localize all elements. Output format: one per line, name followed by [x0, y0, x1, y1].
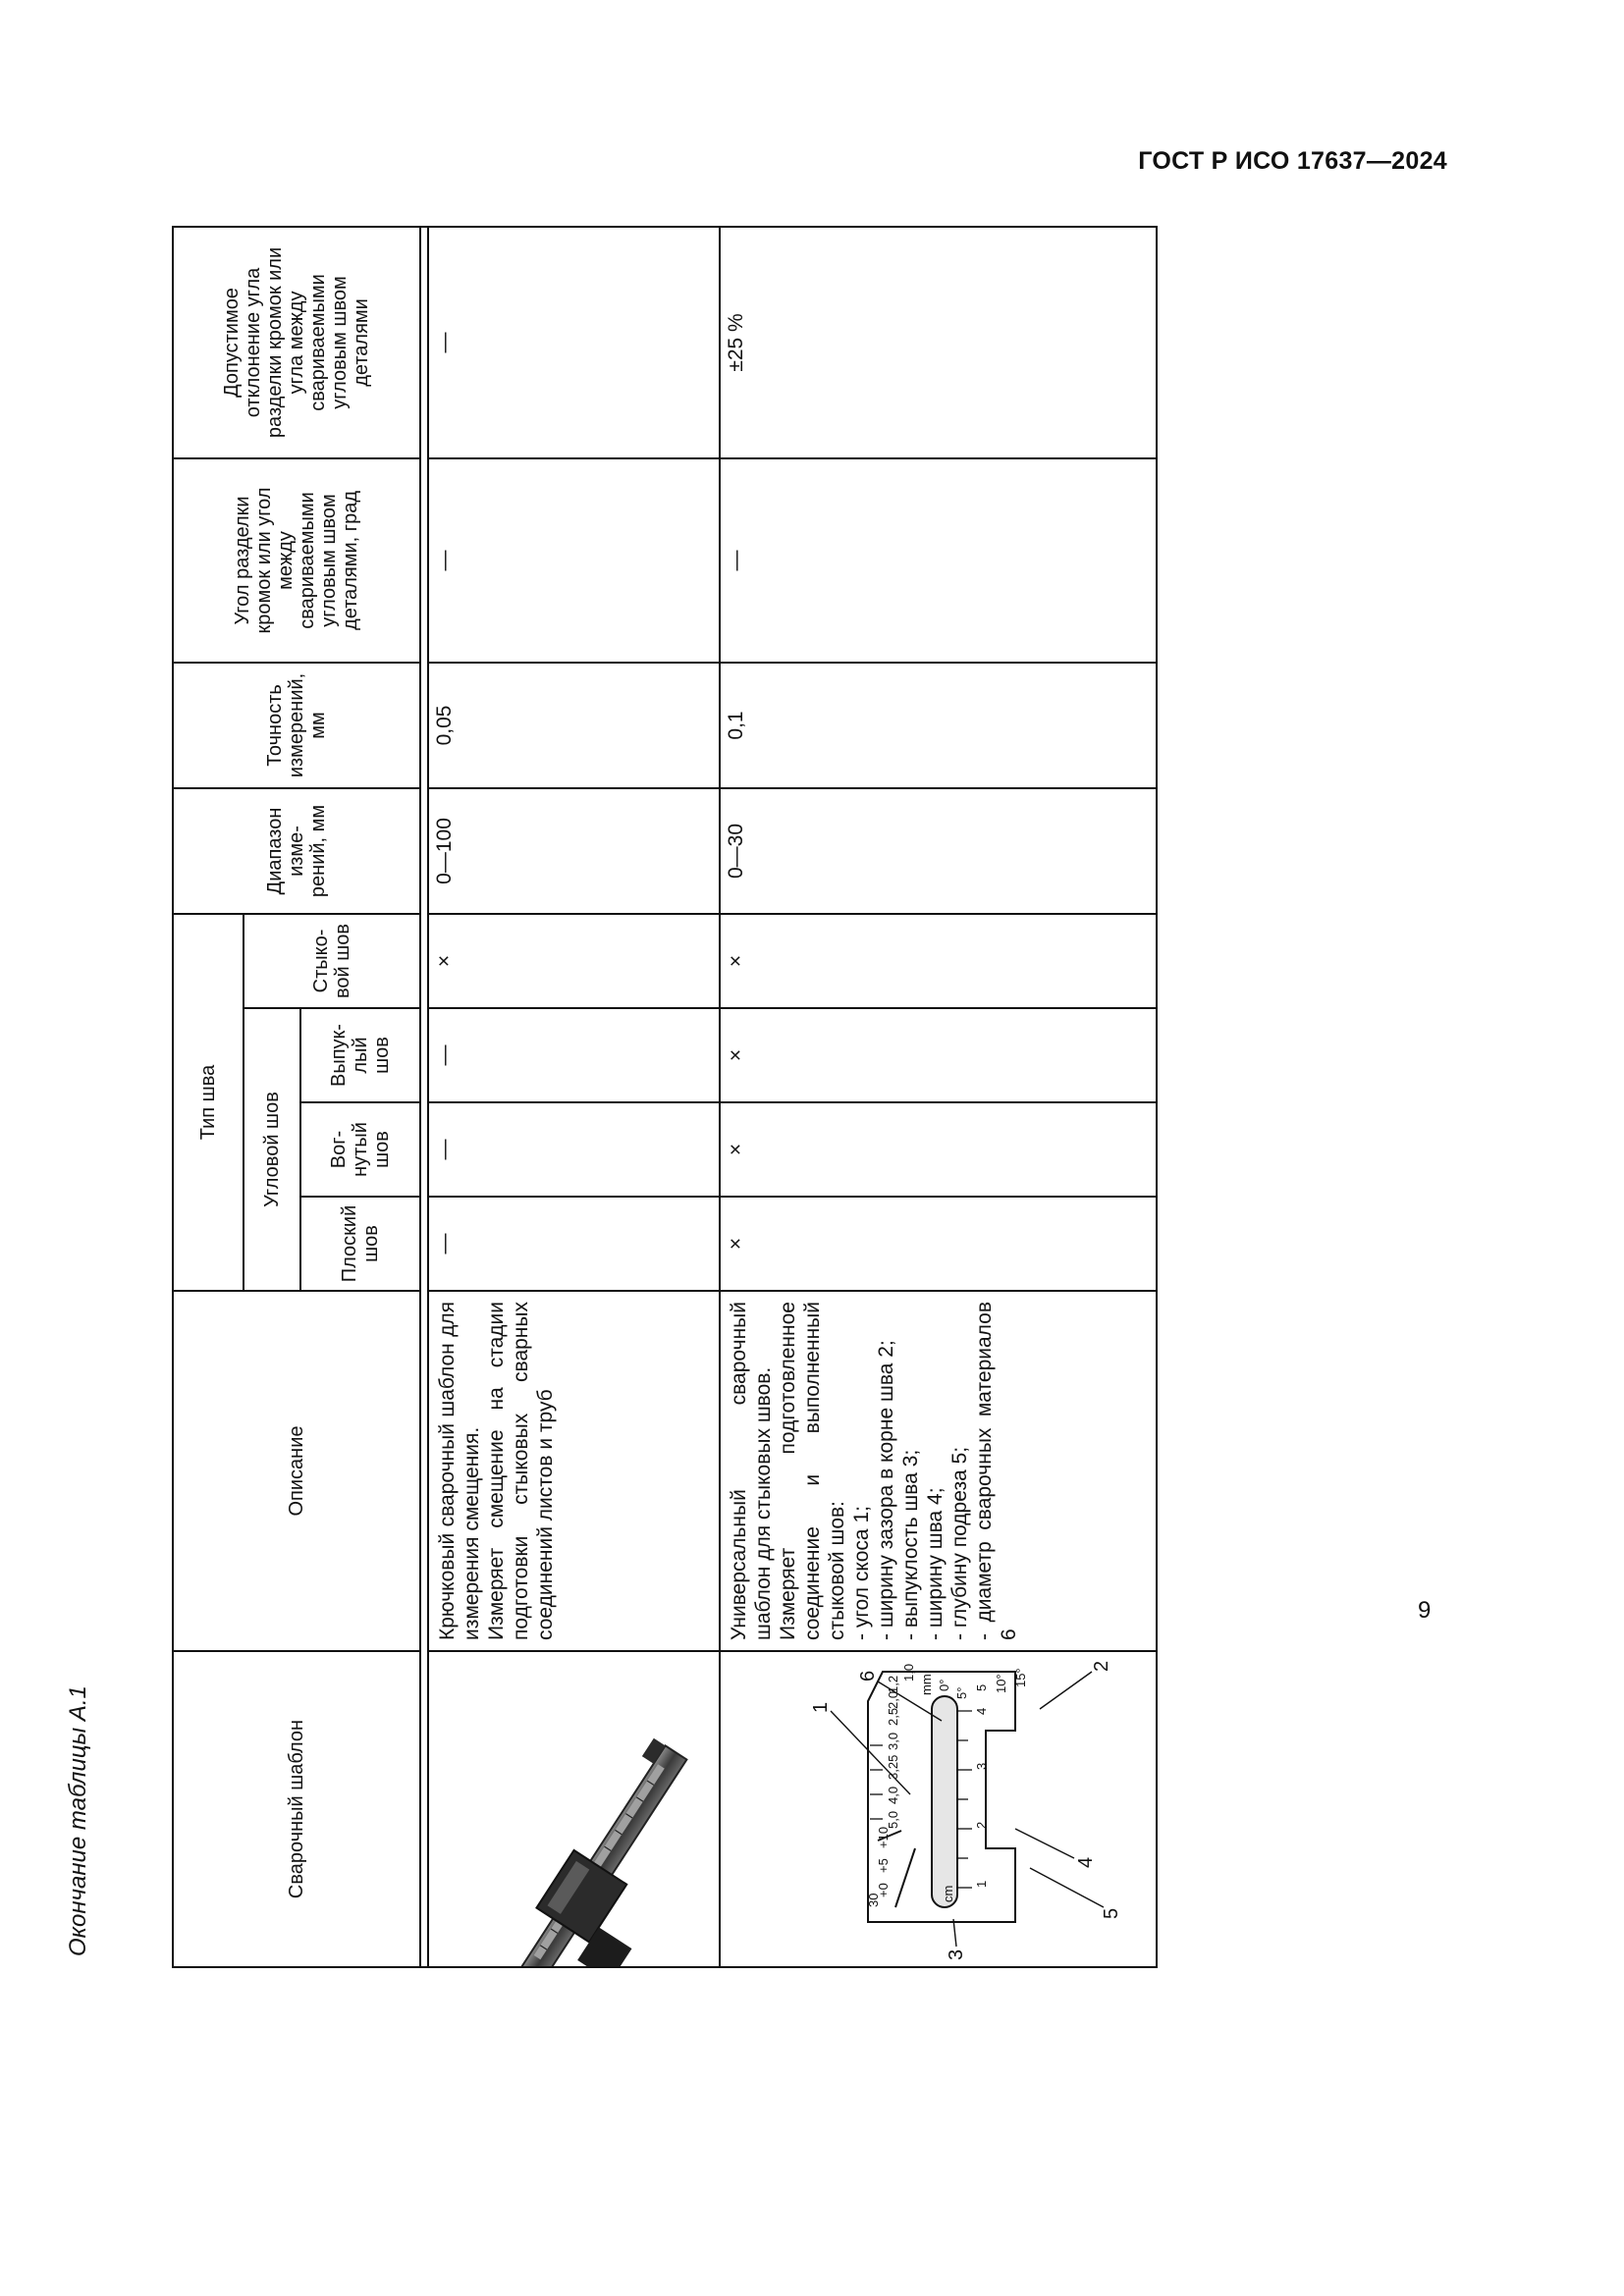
gauge-label: mm	[919, 1674, 934, 1695]
header-accuracy: Точность измерений, мм	[173, 663, 420, 788]
gauge-label: 4	[974, 1707, 989, 1715]
table-row	[428, 227, 720, 1967]
gauge-label: 5°	[954, 1686, 969, 1699]
description-line: - ширину шва 4;	[924, 1487, 947, 1640]
cell-butt: ×	[428, 914, 720, 1008]
table-row	[720, 227, 1157, 1967]
callout-label: 1	[810, 1701, 832, 1713]
cell-accuracy: 0,1	[720, 663, 1157, 788]
cell-angle: —	[720, 458, 1157, 663]
gauge-label: +10	[876, 1826, 891, 1848]
cell-concave: —	[428, 1102, 720, 1197]
header-convex: Выпук-лый шов	[300, 1008, 420, 1102]
cell-flat: ×	[720, 1197, 1157, 1291]
header-angle: Угол разделки кромок или угол между свариваемыми угловым швом деталями, град	[173, 458, 420, 663]
description-line: Крючковый сварочный шаблон для измерения смещения.	[436, 1302, 483, 1640]
gauge-label: 1,0	[901, 1663, 916, 1682]
gauge-label: 15°	[1013, 1668, 1028, 1687]
gauge-label: +5	[876, 1858, 891, 1873]
header-template: Сварочный шаблон	[173, 1651, 420, 1967]
gauge-label: 30	[866, 1893, 881, 1907]
cell-angle: —	[428, 458, 720, 663]
description-line: - глубину подреза 5;	[948, 1446, 971, 1640]
header-concave: Вог-нутый шов	[300, 1102, 420, 1197]
gauge-label: 3,0	[886, 1732, 900, 1750]
cell-flat: —	[428, 1197, 720, 1291]
header-fillet: Угловой шов	[244, 1008, 300, 1291]
cell-accuracy: 0,05	[428, 663, 720, 788]
gauge-label: cm	[941, 1885, 955, 1902]
gauge-label: 1	[974, 1880, 989, 1888]
gauge-label: 3	[974, 1762, 989, 1770]
header-range: Диапазон изме-рений, мм	[173, 788, 420, 914]
hook-gauge-photo	[429, 1650, 707, 1966]
cell-range: 0—100	[428, 788, 720, 914]
page-number: 9	[1418, 1597, 1432, 1624]
description-line: - диаметр сварочных материалов 6	[973, 1302, 1020, 1640]
description-hook-gauge	[428, 1291, 720, 1651]
cell-range: 0—30	[720, 788, 1157, 914]
gauge-label: 2,5	[886, 1707, 900, 1726]
gauge-label: 5	[974, 1683, 989, 1691]
universal-gauge-drawing	[721, 1650, 1144, 1966]
gauge-label: 2	[974, 1821, 989, 1829]
table-caption: Окончание таблицы А.1	[65, 1685, 91, 1956]
hook-gauge-image-cell	[428, 1651, 720, 1967]
universal-gauge-image-cell	[720, 1651, 1157, 1967]
cell-angle-deviation: ±25 %	[720, 227, 1157, 458]
header-seam-type: Тип шва	[173, 914, 244, 1291]
gauge-label: +0	[876, 1883, 891, 1897]
description-line: Универсальный сварочный шаблон для стыковых швов.	[728, 1302, 775, 1640]
gauge-label: 3,25	[886, 1754, 900, 1780]
callout-label: 4	[1075, 1856, 1097, 1868]
description-line: Измеряет подготовленное соединение и выполненный стыковой шов:	[777, 1302, 848, 1640]
description-universal-gauge	[720, 1291, 1157, 1651]
callout-label: 3	[946, 1949, 967, 1960]
description-line: Измеряет смещение на стадии подготовки стыковых сварных соединений листов и труб	[485, 1302, 557, 1640]
cell-angle-deviation: —	[428, 227, 720, 458]
header-flat: Плоский шов	[300, 1197, 420, 1291]
cell-convex: —	[428, 1008, 720, 1102]
cell-convex: ×	[720, 1008, 1157, 1102]
description-line: - ширину зазора в корне шва 2;	[875, 1340, 897, 1640]
header-description: Описание	[173, 1291, 420, 1651]
gauge-label: 10°	[994, 1674, 1008, 1693]
gauge-label: 1,2	[886, 1675, 900, 1693]
description-line: - угол скоса 1;	[850, 1506, 873, 1640]
standard-number: ГОСТ Р ИСО 17637—2024	[1138, 147, 1447, 175]
rotated-table-container	[172, 228, 1122, 1968]
header-butt: Стыко-вой шов	[244, 914, 420, 1008]
description-line: - выпуклость шва 3;	[899, 1449, 922, 1640]
header-angle-deviation: Допустимое отклонение угла разделки кромок или угла между свариваемыми угловым швом деталями	[173, 227, 420, 458]
cell-concave: ×	[720, 1102, 1157, 1197]
gauge-label: 4,0	[886, 1786, 900, 1804]
weld-gauge-table	[172, 226, 1158, 1968]
gauge-label: 5,0	[886, 1810, 900, 1829]
callout-label: 6	[857, 1670, 879, 1682]
gauge-label: 0°	[937, 1679, 951, 1691]
gauge-label: 2,0	[886, 1690, 900, 1709]
callout-label: 5	[1101, 1907, 1122, 1919]
cell-butt: ×	[720, 914, 1157, 1008]
callout-label: 2	[1091, 1660, 1112, 1672]
double-rule	[420, 227, 428, 1967]
